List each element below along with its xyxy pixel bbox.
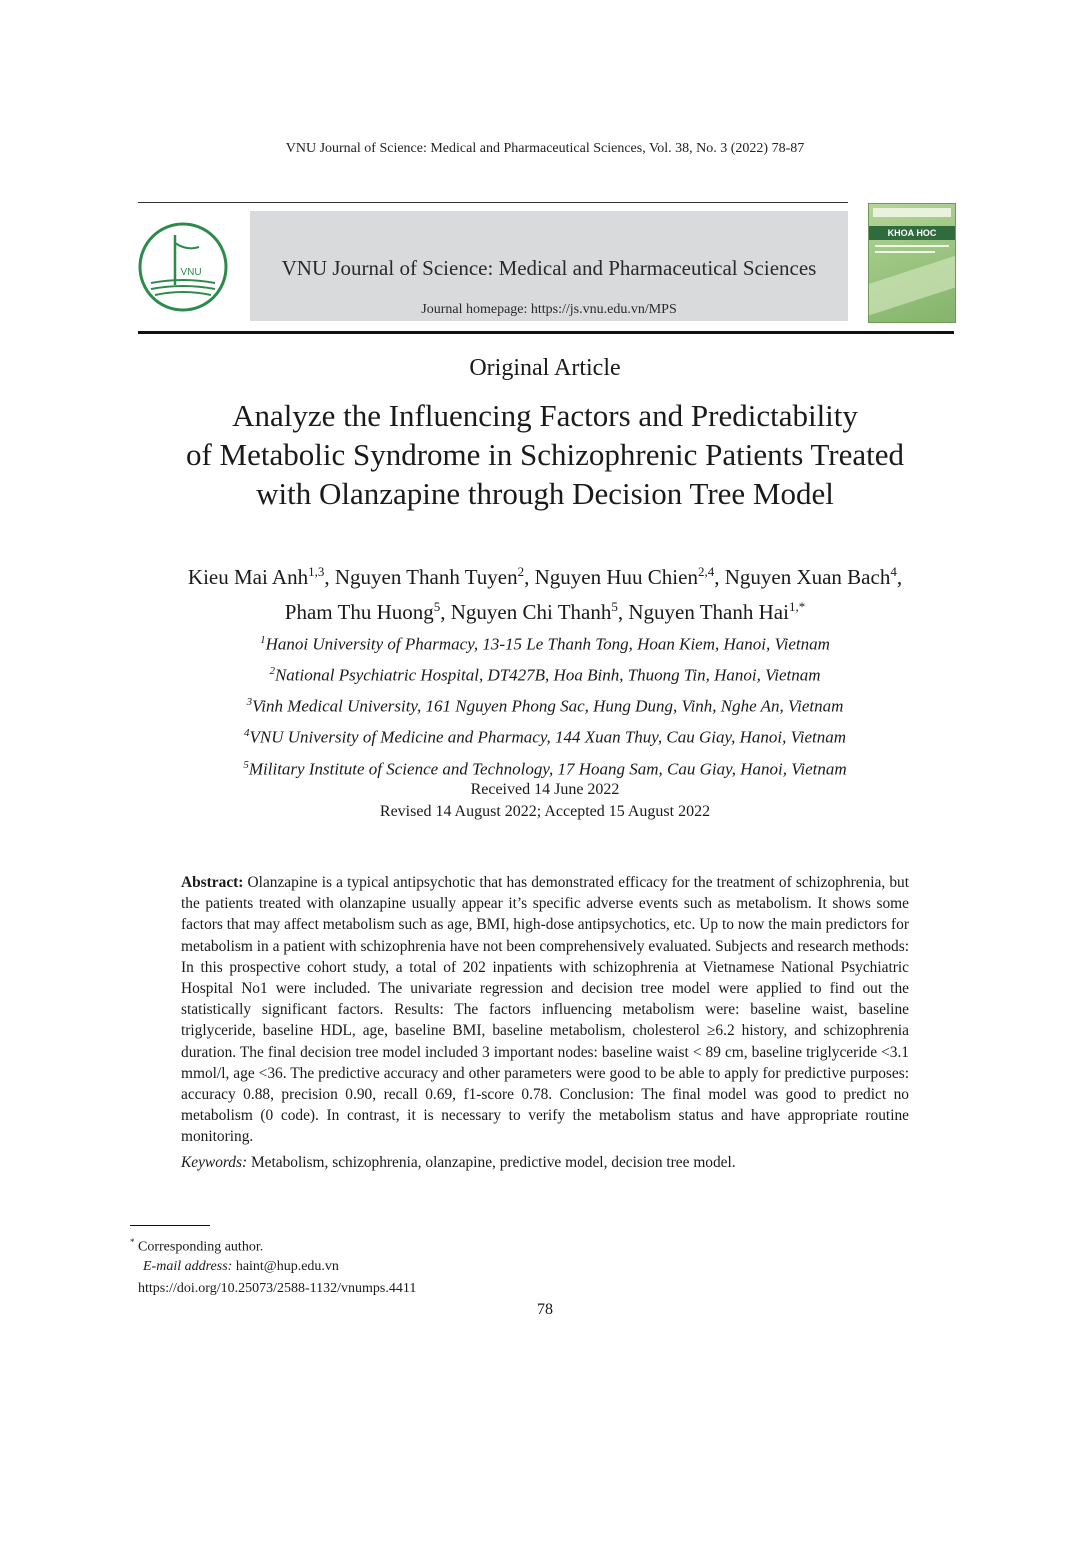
author-name: Pham Thu Huong [284, 600, 434, 624]
affiliation: $^3$Vinh Medical University, 161 Nguyen Phong Sac, Hung Dung, Vinh, Nghe An, Vietnam [246, 696, 844, 716]
vnu-logo-icon [137, 221, 229, 313]
author-affil: 2,4 [697, 564, 715, 579]
cover-line [875, 245, 949, 247]
keywords-text: Metabolism, schizophrenia, olanzapine, predictive model, decision tree model. [250, 1153, 736, 1171]
author-name: Nguyen Chi Thanh [450, 600, 612, 624]
footnote-rule [130, 1225, 210, 1226]
corresponding-author: Corresponding author. [138, 1239, 264, 1255]
affiliation: $^1$Hanoi University of Pharmacy, 13-15 Le Thanh Tong, Hoan Kiem, Hanoi, Vietnam [260, 634, 830, 654]
cover-label: KHOA HOC [869, 226, 955, 240]
email-link[interactable]: haint@hup.edu.vn [235, 1258, 339, 1274]
journal-banner [250, 211, 848, 321]
author-name: Nguyen Thanh Hai [628, 600, 789, 624]
author-affil: 2 [517, 564, 525, 579]
top-rule [138, 202, 848, 203]
author-affil: 1,* [788, 599, 806, 614]
abstract-text: Olanzapine is a typical antipsychotic that has demonstrated efficacy for the treatment of schizophrenia, but the patients treated with olanzapine usually appear it’s specific adverse events such as metabolism. It shows some factors that may affect metabolism such as age, BMI, high-dose antipsychotics, etc. Up to now the main predictors for metabolism in a patient with schizophrenia have not been comprehensively evaluated. Subjects and research methods: In this prospective cohort study, a total of 202 inpatients with schizophrenia at Vietnamese National Psychiatric Hospital No1 were included. The univariate regression and decision tree model were applied to find out the statistically significant factors. Results: The factors influencing metabolism were: baseline waist, baseline triglyceride, baseline HDL, age, baseline BMI, baseline metabolism, cholesterol ≥6.2 history, and schizophrenia duration. The final decision tree model included 3 important nodes: baseline waist < 89 cm, baseline triglyceride <3.1 mmol/l, age <36. The predictive accuracy and other parameters were good to be able to apply for predictive purposes: accuracy 0.88, precision 0.90, recall 0.69, f1-score 0.78. Conclusion: The final model was good to predict no metabolism (0 code). In contrast, it is necessary to verify the metabolism status and have appropriate routine monitoring. [181, 874, 909, 1146]
title-line: of Metabolic Syndrome in Schizophrenic Patients Treated [185, 437, 905, 472]
journal-homepage-link[interactable]: Journal homepage: https://js.vnu.edu.vn/MPS [421, 302, 677, 317]
footnote [130, 1233, 339, 1276]
affiliation: $^5$Military Institute of Science and Technology, 17 Hoang Sam, Cau Giay, Hanoi, Vietnam [243, 758, 847, 779]
author-affil: 4 [890, 564, 897, 579]
author-list: Kieu Mai Anh$^{1,3}$, Nguyen Thanh Tuyen$^2$, Nguyen Huu Chien$^{2,4}$, Nguyen Xuan Bach$^4$, Pham Thu Huong$^5$, Nguyen Chi Thanh$^5$, Nguyen Thanh Hai$^{1,*}$ [187, 564, 903, 624]
author-name: Kieu Mai Anh [187, 565, 309, 589]
revised-accepted-date: Revised 14 August 2022; Accepted 15 August 2022 [379, 803, 711, 820]
keywords-label: Keywords: [181, 1153, 248, 1171]
logo-text: VNU [180, 267, 202, 278]
abstract [181, 872, 909, 1173]
cover-top-strip [873, 208, 951, 217]
abstract-label: Abstract: [181, 874, 244, 891]
cover-line [875, 251, 935, 253]
article-dates [0, 779, 1090, 823]
banner-title: VNU Journal of Science: Medical and Pharmaceutical Sciences [281, 256, 817, 280]
article-type: Original Article [469, 355, 621, 381]
affiliation: $^2$National Psychiatric Hospital, DT427B, Hoa Binh, Thuong Tin, Hanoi, Vietnam [269, 665, 821, 685]
title-line: with Olanzapine through Decision Tree Model [256, 476, 834, 511]
affiliation-list [110, 627, 980, 783]
cover-band [868, 254, 956, 317]
author-name: Nguyen Huu Chien [534, 565, 698, 589]
author-name: Nguyen Thanh Tuyen [334, 565, 518, 589]
author-affil: 1,3 [308, 564, 325, 579]
article-title [120, 396, 970, 513]
page-number: 78 [537, 1301, 553, 1318]
author-name: Nguyen Xuan Bach [724, 565, 891, 589]
author-affil: 5 [611, 599, 618, 614]
footnote-mark: * [130, 1237, 135, 1247]
running-head: VNU Journal of Science: Medical and Pharmaceutical Sciences, Vol. 38, No. 3 (2022) 78-87 [285, 141, 805, 156]
received-date: Received 14 June 2022 [470, 781, 620, 798]
journal-cover-thumbnail [868, 203, 956, 323]
affiliation: $^4$VNU University of Medicine and Pharmacy, 144 Xuan Thuy, Cau Giay, Hanoi, Vietnam [244, 727, 846, 748]
doi-link[interactable]: https://doi.org/10.25073/2588-1132/vnumps.4411 [138, 1281, 417, 1296]
title-line: Analyze the Influencing Factors and Predictability [232, 398, 858, 433]
email-label: E-mail address: [143, 1258, 233, 1274]
header-bottom-rule [138, 331, 954, 334]
author-affil: 5 [433, 599, 441, 614]
